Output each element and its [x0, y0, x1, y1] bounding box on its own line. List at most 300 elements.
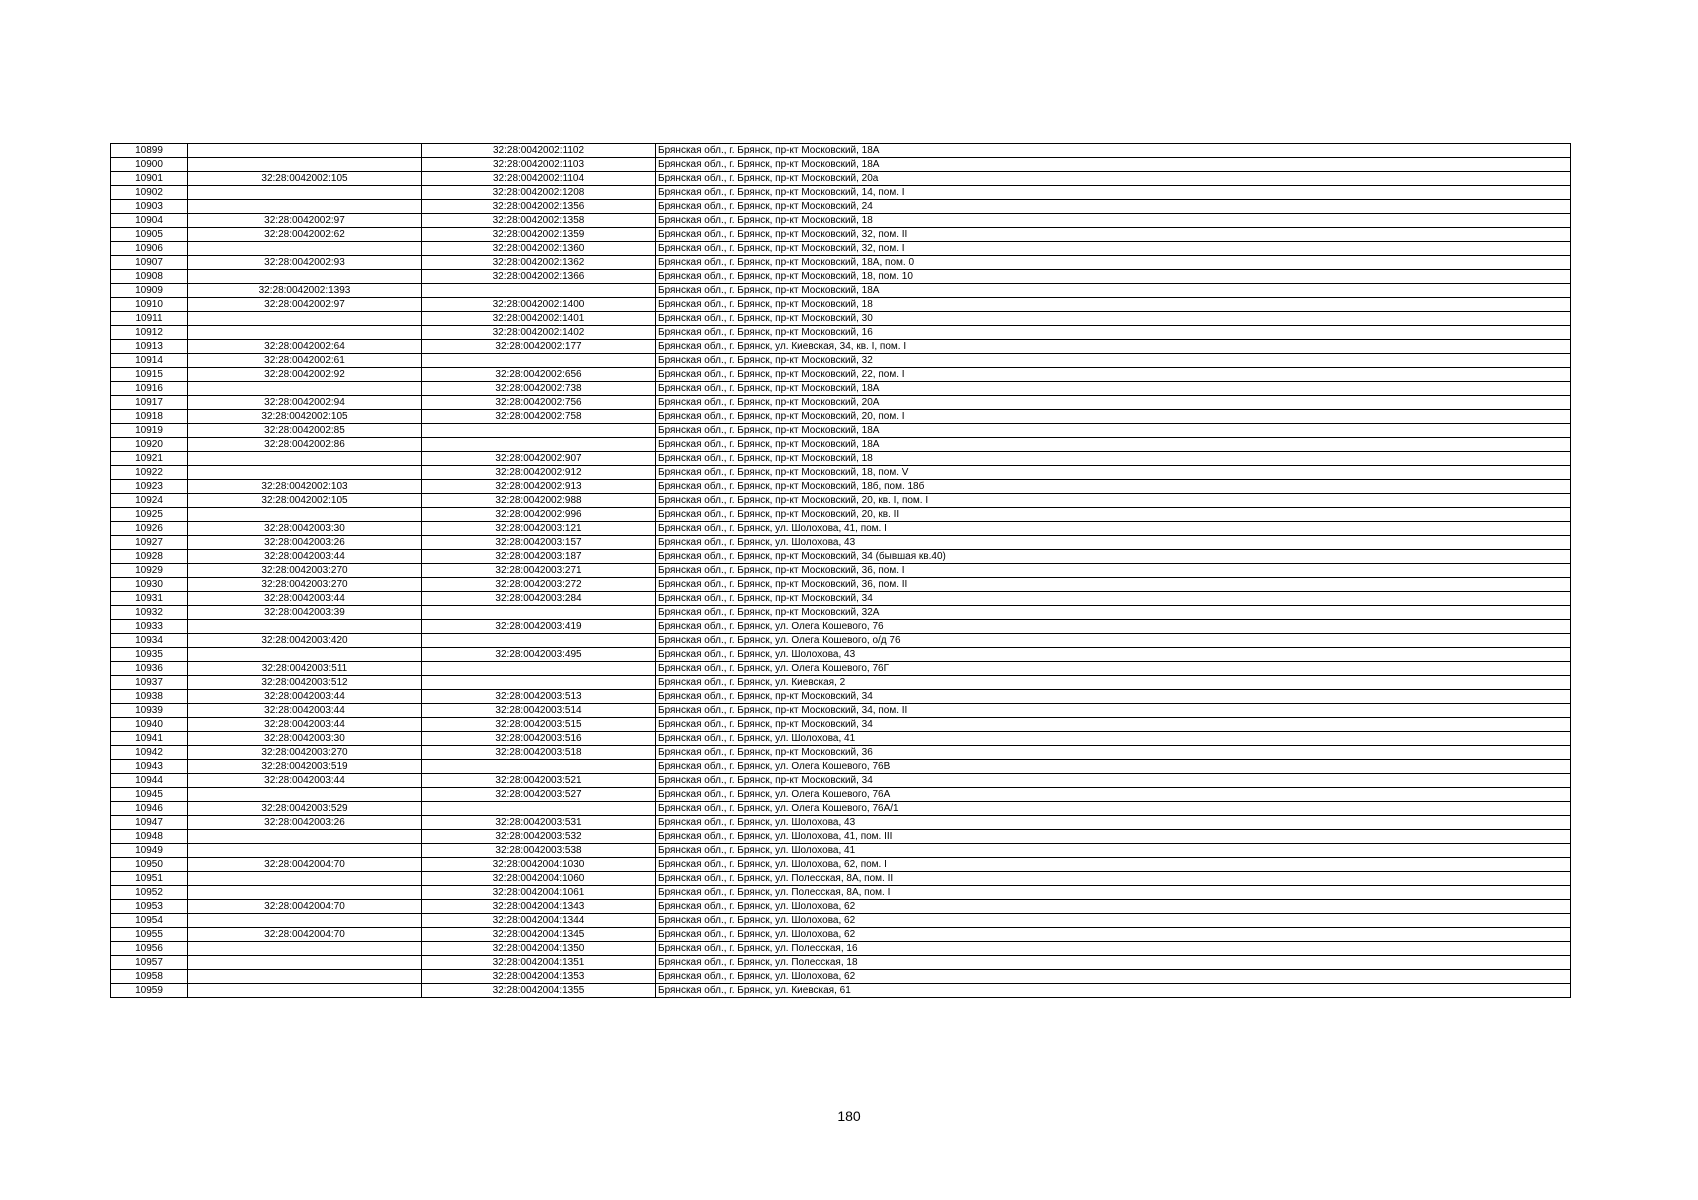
row-number-cell: 10952: [111, 886, 188, 900]
row-number-cell: 10957: [111, 956, 188, 970]
object-cadastral-number-cell: 32:28:0042002:756: [422, 396, 656, 410]
table-row: [111, 788, 1571, 802]
address-cell: Брянская обл., г. Брянск, пр-кт Московский, 36: [656, 746, 1571, 760]
row-number-cell: 10935: [111, 648, 188, 662]
land-cadastral-number-cell: 32:28:0042002:86: [188, 438, 422, 452]
object-cadastral-number-cell: 32:28:0042004:1030: [422, 858, 656, 872]
object-cadastral-number-cell: 32:28:0042004:1353: [422, 970, 656, 984]
address-cell: Брянская обл., г. Брянск, пр-кт Московский, 18б, пом. 18б: [656, 480, 1571, 494]
object-cadastral-number-cell: 32:28:0042003:513: [422, 690, 656, 704]
table-row: [111, 606, 1571, 620]
address-cell: Брянская обл., г. Брянск, пр-кт Московский, 32: [656, 354, 1571, 368]
row-number-cell: 10956: [111, 942, 188, 956]
land-cadastral-number-cell: [188, 326, 422, 340]
row-number-cell: 10950: [111, 858, 188, 872]
object-cadastral-number-cell: 32:28:0042002:1208: [422, 186, 656, 200]
table-row: [111, 676, 1571, 690]
registry-table-container: [110, 143, 1570, 998]
land-cadastral-number-cell: [188, 620, 422, 634]
object-cadastral-number-cell: 32:28:0042003:516: [422, 732, 656, 746]
page-number: 180: [837, 1108, 861, 1124]
address-cell: Брянская обл., г. Брянск, пр-кт Московский, 22, пом. I: [656, 368, 1571, 382]
land-cadastral-number-cell: [188, 956, 422, 970]
row-number-cell: 10899: [111, 144, 188, 158]
land-cadastral-number-cell: 32:28:0042003:420: [188, 634, 422, 648]
row-number-cell: 10941: [111, 732, 188, 746]
object-cadastral-number-cell: 32:28:0042002:1104: [422, 172, 656, 186]
row-number-cell: 10942: [111, 746, 188, 760]
row-number-cell: 10928: [111, 550, 188, 564]
object-cadastral-number-cell: 32:28:0042004:1350: [422, 942, 656, 956]
table-row: [111, 592, 1571, 606]
table-row: [111, 410, 1571, 424]
table-row: [111, 774, 1571, 788]
address-cell: Брянская обл., г. Брянск, ул. Шолохова, 43: [656, 648, 1571, 662]
row-number-cell: 10913: [111, 340, 188, 354]
table-row: [111, 648, 1571, 662]
table-row: [111, 690, 1571, 704]
table-row: [111, 242, 1571, 256]
object-cadastral-number-cell: 32:28:0042003:515: [422, 718, 656, 732]
table-row: [111, 326, 1571, 340]
land-cadastral-number-cell: 32:28:0042002:1393: [188, 284, 422, 298]
table-row: [111, 550, 1571, 564]
address-cell: Брянская обл., г. Брянск, пр-кт Московский, 18, пом. V: [656, 466, 1571, 480]
row-number-cell: 10920: [111, 438, 188, 452]
table-row: [111, 368, 1571, 382]
address-cell: Брянская обл., г. Брянск, ул. Шолохова, 43: [656, 536, 1571, 550]
land-cadastral-number-cell: 32:28:0042002:105: [188, 410, 422, 424]
address-cell: Брянская обл., г. Брянск, пр-кт Московский, 18: [656, 298, 1571, 312]
land-cadastral-number-cell: 32:28:0042004:70: [188, 900, 422, 914]
object-cadastral-number-cell: [422, 354, 656, 368]
table-row: [111, 354, 1571, 368]
row-number-cell: 10925: [111, 508, 188, 522]
address-cell: Брянская обл., г. Брянск, пр-кт Московский, 20А: [656, 396, 1571, 410]
object-cadastral-number-cell: 32:28:0042002:1360: [422, 242, 656, 256]
land-cadastral-number-cell: [188, 466, 422, 480]
address-cell: Брянская обл., г. Брянск, ул. Шолохова, 62: [656, 928, 1571, 942]
object-cadastral-number-cell: 32:28:0042002:1366: [422, 270, 656, 284]
table-row: [111, 746, 1571, 760]
land-cadastral-number-cell: 32:28:0042003:30: [188, 732, 422, 746]
table-row: [111, 312, 1571, 326]
table-row: [111, 200, 1571, 214]
land-cadastral-number-cell: 32:28:0042003:26: [188, 536, 422, 550]
table-row: [111, 984, 1571, 998]
row-number-cell: 10940: [111, 718, 188, 732]
land-cadastral-number-cell: 32:28:0042002:105: [188, 172, 422, 186]
table-row: [111, 256, 1571, 270]
land-cadastral-number-cell: [188, 844, 422, 858]
row-number-cell: 10912: [111, 326, 188, 340]
table-row: [111, 732, 1571, 746]
object-cadastral-number-cell: 32:28:0042002:177: [422, 340, 656, 354]
table-row: [111, 718, 1571, 732]
land-cadastral-number-cell: [188, 788, 422, 802]
address-cell: Брянская обл., г. Брянск, ул. Шолохова, 62: [656, 970, 1571, 984]
land-cadastral-number-cell: 32:28:0042002:97: [188, 214, 422, 228]
address-cell: Брянская обл., г. Брянск, ул. Олега Кошевого, 76Г: [656, 662, 1571, 676]
object-cadastral-number-cell: 32:28:0042002:913: [422, 480, 656, 494]
address-cell: Брянская обл., г. Брянск, пр-кт Московский, 36, пом. II: [656, 578, 1571, 592]
table-row: [111, 704, 1571, 718]
object-cadastral-number-cell: [422, 760, 656, 774]
address-cell: Брянская обл., г. Брянск, ул. Олега Кошевого, о/д 76: [656, 634, 1571, 648]
object-cadastral-number-cell: 32:28:0042003:538: [422, 844, 656, 858]
land-cadastral-number-cell: 32:28:0042002:64: [188, 340, 422, 354]
address-cell: Брянская обл., г. Брянск, пр-кт Московский, 18: [656, 452, 1571, 466]
row-number-cell: 10931: [111, 592, 188, 606]
address-cell: Брянская обл., г. Брянск, ул. Шолохова, 62: [656, 900, 1571, 914]
address-cell: Брянская обл., г. Брянск, ул. Полесская, 8А, пом. II: [656, 872, 1571, 886]
object-cadastral-number-cell: 32:28:0042002:1362: [422, 256, 656, 270]
table-row: [111, 830, 1571, 844]
row-number-cell: 10934: [111, 634, 188, 648]
land-cadastral-number-cell: 32:28:0042003:270: [188, 564, 422, 578]
object-cadastral-number-cell: 32:28:0042003:518: [422, 746, 656, 760]
table-row: [111, 956, 1571, 970]
address-cell: Брянская обл., г. Брянск, ул. Шолохова, 41, пом. I: [656, 522, 1571, 536]
table-row: [111, 578, 1571, 592]
object-cadastral-number-cell: 32:28:0042003:521: [422, 774, 656, 788]
row-number-cell: 10924: [111, 494, 188, 508]
address-cell: Брянская обл., г. Брянск, пр-кт Московский, 20, кв. II: [656, 508, 1571, 522]
object-cadastral-number-cell: 32:28:0042003:419: [422, 620, 656, 634]
land-cadastral-number-cell: [188, 648, 422, 662]
row-number-cell: 10937: [111, 676, 188, 690]
address-cell: Брянская обл., г. Брянск, пр-кт Московский, 14, пом. I: [656, 186, 1571, 200]
address-cell: Брянская обл., г. Брянск, пр-кт Московский, 34: [656, 592, 1571, 606]
table-row: [111, 970, 1571, 984]
object-cadastral-number-cell: 32:28:0042002:1102: [422, 144, 656, 158]
land-cadastral-number-cell: [188, 942, 422, 956]
table-row: [111, 816, 1571, 830]
object-cadastral-number-cell: 32:28:0042002:1401: [422, 312, 656, 326]
row-number-cell: 10953: [111, 900, 188, 914]
row-number-cell: 10949: [111, 844, 188, 858]
row-number-cell: 10927: [111, 536, 188, 550]
object-cadastral-number-cell: 32:28:0042004:1343: [422, 900, 656, 914]
row-number-cell: 10918: [111, 410, 188, 424]
address-cell: Брянская обл., г. Брянск, ул. Полесская, 18: [656, 956, 1571, 970]
land-cadastral-number-cell: 32:28:0042003:512: [188, 676, 422, 690]
address-cell: Брянская обл., г. Брянск, пр-кт Московский, 20а: [656, 172, 1571, 186]
row-number-cell: 10959: [111, 984, 188, 998]
object-cadastral-number-cell: 32:28:0042002:912: [422, 466, 656, 480]
address-cell: Брянская обл., г. Брянск, пр-кт Московский, 18А: [656, 438, 1571, 452]
address-cell: Брянская обл., г. Брянск, ул. Полесская, 16: [656, 942, 1571, 956]
address-cell: Брянская обл., г. Брянск, ул. Шолохова, 62, пом. I: [656, 858, 1571, 872]
registry-table: [110, 143, 1571, 998]
land-cadastral-number-cell: 32:28:0042003:270: [188, 746, 422, 760]
land-cadastral-number-cell: [188, 970, 422, 984]
row-number-cell: 10903: [111, 200, 188, 214]
land-cadastral-number-cell: [188, 158, 422, 172]
address-cell: Брянская обл., г. Брянск, пр-кт Московский, 32А: [656, 606, 1571, 620]
row-number-cell: 10907: [111, 256, 188, 270]
row-number-cell: 10955: [111, 928, 188, 942]
address-cell: Брянская обл., г. Брянск, пр-кт Московский, 34: [656, 718, 1571, 732]
land-cadastral-number-cell: 32:28:0042002:92: [188, 368, 422, 382]
table-row: [111, 872, 1571, 886]
table-row: [111, 900, 1571, 914]
row-number-cell: 10932: [111, 606, 188, 620]
row-number-cell: 10926: [111, 522, 188, 536]
object-cadastral-number-cell: 32:28:0042002:1358: [422, 214, 656, 228]
object-cadastral-number-cell: 32:28:0042002:758: [422, 410, 656, 424]
row-number-cell: 10943: [111, 760, 188, 774]
object-cadastral-number-cell: 32:28:0042003:514: [422, 704, 656, 718]
table-row: [111, 424, 1571, 438]
land-cadastral-number-cell: [188, 872, 422, 886]
table-row: [111, 928, 1571, 942]
table-row: [111, 466, 1571, 480]
object-cadastral-number-cell: 32:28:0042002:988: [422, 494, 656, 508]
land-cadastral-number-cell: [188, 242, 422, 256]
address-cell: Брянская обл., г. Брянск, ул. Шолохова, 41: [656, 732, 1571, 746]
object-cadastral-number-cell: 32:28:0042002:1402: [422, 326, 656, 340]
table-row: [111, 144, 1571, 158]
land-cadastral-number-cell: 32:28:0042003:511: [188, 662, 422, 676]
table-row: [111, 284, 1571, 298]
address-cell: Брянская обл., г. Брянск, пр-кт Московский, 20, кв. I, пом. I: [656, 494, 1571, 508]
row-number-cell: 10917: [111, 396, 188, 410]
object-cadastral-number-cell: 32:28:0042002:996: [422, 508, 656, 522]
address-cell: Брянская обл., г. Брянск, пр-кт Московский, 18А: [656, 158, 1571, 172]
row-number-cell: 10906: [111, 242, 188, 256]
address-cell: Брянская обл., г. Брянск, ул. Шолохова, 41: [656, 844, 1571, 858]
address-cell: Брянская обл., г. Брянск, пр-кт Московский, 18А: [656, 382, 1571, 396]
object-cadastral-number-cell: [422, 634, 656, 648]
land-cadastral-number-cell: [188, 186, 422, 200]
object-cadastral-number-cell: 32:28:0042002:738: [422, 382, 656, 396]
table-row: [111, 508, 1571, 522]
table-row: [111, 396, 1571, 410]
land-cadastral-number-cell: 32:28:0042003:44: [188, 592, 422, 606]
land-cadastral-number-cell: 32:28:0042003:39: [188, 606, 422, 620]
table-row: [111, 214, 1571, 228]
address-cell: Брянская обл., г. Брянск, пр-кт Московский, 16: [656, 326, 1571, 340]
land-cadastral-number-cell: [188, 830, 422, 844]
object-cadastral-number-cell: 32:28:0042003:531: [422, 816, 656, 830]
object-cadastral-number-cell: 32:28:0042002:1359: [422, 228, 656, 242]
row-number-cell: 10947: [111, 816, 188, 830]
address-cell: Брянская обл., г. Брянск, ул. Полесская, 8А, пом. I: [656, 886, 1571, 900]
row-number-cell: 10905: [111, 228, 188, 242]
row-number-cell: 10902: [111, 186, 188, 200]
table-row: [111, 340, 1571, 354]
object-cadastral-number-cell: [422, 662, 656, 676]
address-cell: Брянская обл., г. Брянск, пр-кт Московский, 18А: [656, 424, 1571, 438]
row-number-cell: 10930: [111, 578, 188, 592]
address-cell: Брянская обл., г. Брянск, пр-кт Московский, 34 (бывшая кв.40): [656, 550, 1571, 564]
table-row: [111, 438, 1571, 452]
land-cadastral-number-cell: 32:28:0042003:26: [188, 816, 422, 830]
address-cell: Брянская обл., г. Брянск, ул. Олега Кошевого, 76: [656, 620, 1571, 634]
row-number-cell: 10922: [111, 466, 188, 480]
land-cadastral-number-cell: 32:28:0042003:270: [188, 578, 422, 592]
address-cell: Брянская обл., г. Брянск, ул. Шолохова, 62: [656, 914, 1571, 928]
table-row: [111, 802, 1571, 816]
table-row: [111, 494, 1571, 508]
address-cell: Брянская обл., г. Брянск, ул. Олега Кошевого, 76В: [656, 760, 1571, 774]
row-number-cell: 10958: [111, 970, 188, 984]
land-cadastral-number-cell: 32:28:0042002:62: [188, 228, 422, 242]
address-cell: Брянская обл., г. Брянск, пр-кт Московский, 34, пом. II: [656, 704, 1571, 718]
object-cadastral-number-cell: 32:28:0042003:532: [422, 830, 656, 844]
address-cell: Брянская обл., г. Брянск, пр-кт Московский, 24: [656, 200, 1571, 214]
address-cell: Брянская обл., г. Брянск, пр-кт Московский, 34: [656, 774, 1571, 788]
row-number-cell: 10915: [111, 368, 188, 382]
address-cell: Брянская обл., г. Брянск, ул. Шолохова, 43: [656, 816, 1571, 830]
address-cell: Брянская обл., г. Брянск, ул. Олега Кошевого, 76А/1: [656, 802, 1571, 816]
object-cadastral-number-cell: 32:28:0042002:1103: [422, 158, 656, 172]
address-cell: Брянская обл., г. Брянск, пр-кт Московский, 18: [656, 214, 1571, 228]
table-row: [111, 522, 1571, 536]
object-cadastral-number-cell: [422, 676, 656, 690]
address-cell: Брянская обл., г. Брянск, ул. Олега Кошевого, 76А: [656, 788, 1571, 802]
land-cadastral-number-cell: 32:28:0042002:61: [188, 354, 422, 368]
land-cadastral-number-cell: 32:28:0042003:529: [188, 802, 422, 816]
land-cadastral-number-cell: [188, 984, 422, 998]
object-cadastral-number-cell: 32:28:0042003:121: [422, 522, 656, 536]
row-number-cell: 10900: [111, 158, 188, 172]
row-number-cell: 10916: [111, 382, 188, 396]
row-number-cell: 10919: [111, 424, 188, 438]
table-row: [111, 186, 1571, 200]
row-number-cell: 10921: [111, 452, 188, 466]
object-cadastral-number-cell: 32:28:0042004:1345: [422, 928, 656, 942]
row-number-cell: 10923: [111, 480, 188, 494]
address-cell: Брянская обл., г. Брянск, ул. Шолохова, 41, пом. III: [656, 830, 1571, 844]
row-number-cell: 10911: [111, 312, 188, 326]
row-number-cell: 10944: [111, 774, 188, 788]
object-cadastral-number-cell: 32:28:0042003:272: [422, 578, 656, 592]
table-row: [111, 844, 1571, 858]
address-cell: Брянская обл., г. Брянск, ул. Киевская, 34, кв. I, пом. I: [656, 340, 1571, 354]
object-cadastral-number-cell: 32:28:0042002:1400: [422, 298, 656, 312]
address-cell: Брянская обл., г. Брянск, пр-кт Московский, 18А: [656, 144, 1571, 158]
land-cadastral-number-cell: 32:28:0042002:97: [188, 298, 422, 312]
land-cadastral-number-cell: 32:28:0042003:44: [188, 550, 422, 564]
table-row: [111, 634, 1571, 648]
row-number-cell: 10954: [111, 914, 188, 928]
object-cadastral-number-cell: 32:28:0042003:284: [422, 592, 656, 606]
object-cadastral-number-cell: 32:28:0042003:187: [422, 550, 656, 564]
land-cadastral-number-cell: 32:28:0042004:70: [188, 928, 422, 942]
land-cadastral-number-cell: 32:28:0042003:519: [188, 760, 422, 774]
object-cadastral-number-cell: 32:28:0042003:157: [422, 536, 656, 550]
land-cadastral-number-cell: 32:28:0042002:105: [188, 494, 422, 508]
land-cadastral-number-cell: 32:28:0042003:44: [188, 774, 422, 788]
land-cadastral-number-cell: 32:28:0042002:93: [188, 256, 422, 270]
table-row: [111, 886, 1571, 900]
row-number-cell: 10951: [111, 872, 188, 886]
object-cadastral-number-cell: 32:28:0042004:1355: [422, 984, 656, 998]
row-number-cell: 10933: [111, 620, 188, 634]
row-number-cell: 10948: [111, 830, 188, 844]
land-cadastral-number-cell: [188, 200, 422, 214]
object-cadastral-number-cell: [422, 802, 656, 816]
address-cell: Брянская обл., г. Брянск, пр-кт Московский, 32, пом. I: [656, 242, 1571, 256]
object-cadastral-number-cell: 32:28:0042003:527: [422, 788, 656, 802]
table-row: [111, 760, 1571, 774]
object-cadastral-number-cell: [422, 606, 656, 620]
row-number-cell: 10929: [111, 564, 188, 578]
object-cadastral-number-cell: [422, 284, 656, 298]
table-row: [111, 158, 1571, 172]
address-cell: Брянская обл., г. Брянск, пр-кт Московский, 32, пом. II: [656, 228, 1571, 242]
table-row: [111, 536, 1571, 550]
land-cadastral-number-cell: 32:28:0042002:103: [188, 480, 422, 494]
land-cadastral-number-cell: [188, 508, 422, 522]
table-row: [111, 942, 1571, 956]
land-cadastral-number-cell: 32:28:0042003:44: [188, 690, 422, 704]
object-cadastral-number-cell: 32:28:0042004:1060: [422, 872, 656, 886]
object-cadastral-number-cell: 32:28:0042002:1356: [422, 200, 656, 214]
land-cadastral-number-cell: [188, 382, 422, 396]
table-row: [111, 452, 1571, 466]
row-number-cell: 10910: [111, 298, 188, 312]
address-cell: Брянская обл., г. Брянск, пр-кт Московский, 30: [656, 312, 1571, 326]
row-number-cell: 10945: [111, 788, 188, 802]
row-number-cell: 10946: [111, 802, 188, 816]
object-cadastral-number-cell: 32:28:0042003:495: [422, 648, 656, 662]
address-cell: Брянская обл., г. Брянск, пр-кт Московский, 20, пом. I: [656, 410, 1571, 424]
registry-table-body: [111, 144, 1571, 998]
table-row: [111, 620, 1571, 634]
row-number-cell: 10901: [111, 172, 188, 186]
address-cell: Брянская обл., г. Брянск, пр-кт Московский, 34: [656, 690, 1571, 704]
row-number-cell: 10936: [111, 662, 188, 676]
land-cadastral-number-cell: 32:28:0042002:94: [188, 396, 422, 410]
land-cadastral-number-cell: 32:28:0042003:30: [188, 522, 422, 536]
land-cadastral-number-cell: [188, 886, 422, 900]
table-row: [111, 270, 1571, 284]
table-row: [111, 662, 1571, 676]
table-row: [111, 228, 1571, 242]
object-cadastral-number-cell: [422, 424, 656, 438]
land-cadastral-number-cell: [188, 312, 422, 326]
land-cadastral-number-cell: [188, 144, 422, 158]
land-cadastral-number-cell: 32:28:0042002:85: [188, 424, 422, 438]
object-cadastral-number-cell: 32:28:0042004:1061: [422, 886, 656, 900]
object-cadastral-number-cell: 32:28:0042004:1351: [422, 956, 656, 970]
land-cadastral-number-cell: 32:28:0042004:70: [188, 858, 422, 872]
table-row: [111, 564, 1571, 578]
row-number-cell: 10909: [111, 284, 188, 298]
row-number-cell: 10908: [111, 270, 188, 284]
object-cadastral-number-cell: [422, 438, 656, 452]
table-row: [111, 858, 1571, 872]
table-row: [111, 382, 1571, 396]
row-number-cell: 10939: [111, 704, 188, 718]
land-cadastral-number-cell: 32:28:0042003:44: [188, 718, 422, 732]
row-number-cell: 10914: [111, 354, 188, 368]
land-cadastral-number-cell: [188, 270, 422, 284]
land-cadastral-number-cell: [188, 914, 422, 928]
table-row: [111, 914, 1571, 928]
object-cadastral-number-cell: 32:28:0042002:656: [422, 368, 656, 382]
table-row: [111, 172, 1571, 186]
land-cadastral-number-cell: 32:28:0042003:44: [188, 704, 422, 718]
address-cell: Брянская обл., г. Брянск, пр-кт Московский, 36, пом. I: [656, 564, 1571, 578]
row-number-cell: 10938: [111, 690, 188, 704]
object-cadastral-number-cell: 32:28:0042003:271: [422, 564, 656, 578]
object-cadastral-number-cell: 32:28:0042002:907: [422, 452, 656, 466]
land-cadastral-number-cell: [188, 452, 422, 466]
